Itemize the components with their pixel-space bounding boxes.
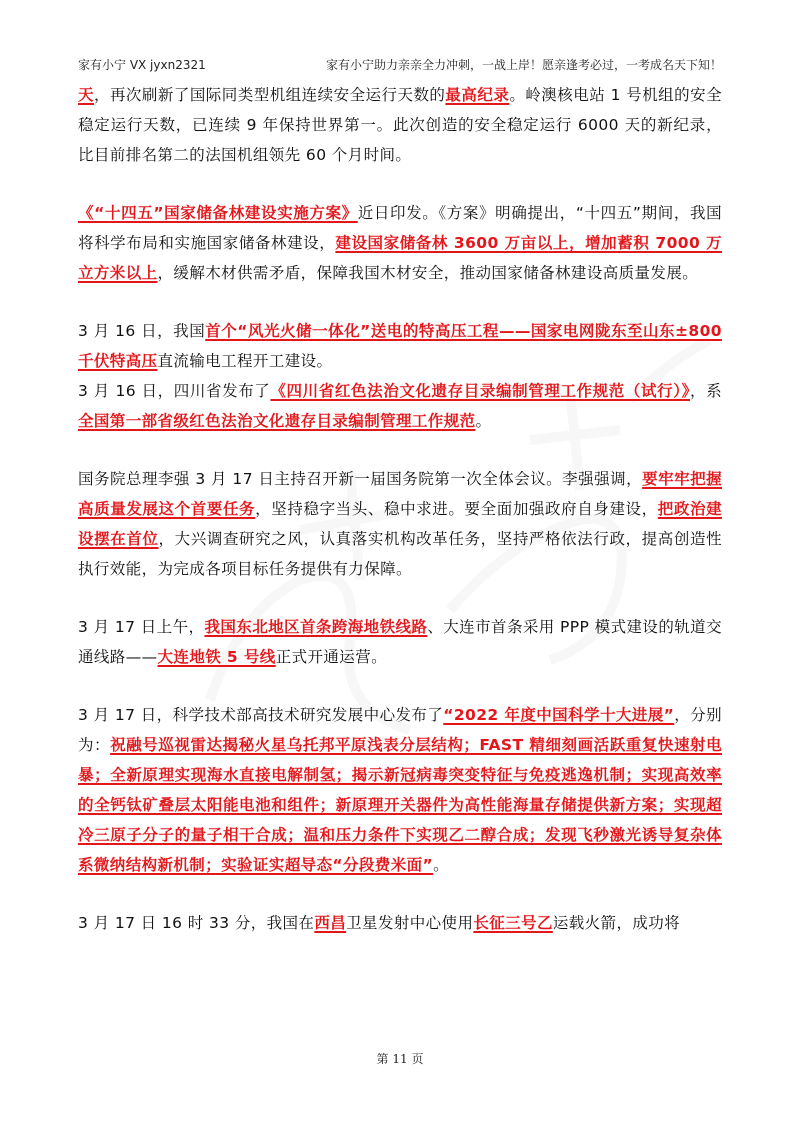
paragraph-science-progress — [78, 700, 722, 880]
highlight-text: “2022 年度中国科学十大进展” — [443, 706, 675, 724]
body-text: 国务院总理李强 3 月 17 日主持召开新一届国务院第一次全体会议。李强强调， — [78, 470, 643, 488]
highlight-text: 西昌 — [314, 914, 347, 932]
body-text: 、大连市首条采用 PPP 模式建设的轨道交通线路—— — [78, 618, 722, 666]
body-text: ，坚持稳字当头、稳中求进。要全面加强政府自身建设， — [255, 500, 658, 518]
body-text: 3 月 17 日上午， — [78, 618, 205, 636]
highlight-text: 大连地铁 5 号线 — [157, 648, 276, 666]
header-right-text: 家有小宁助力亲亲全力冲刺，一战上岸！愿亲逢考必过，一考成名天下知！ — [325, 58, 722, 72]
paragraph-reserve-forest — [78, 198, 722, 288]
paragraph-dalian-metro — [78, 612, 722, 672]
body-text: ，缓解木材供需矛盾，保障我国木材安全，推动国家储备林建设高质量发展。 — [157, 264, 699, 282]
body-text: 卫星发射中心使用 — [346, 914, 474, 932]
highlight-text: 全国第一部省级红色法治文化遗存目录编制管理工作规范 — [78, 412, 476, 430]
highlight-text: 《“十四五”国家储备林建设实施方案》 — [78, 204, 358, 222]
highlight-text: 最高纪录 — [445, 86, 510, 104]
document-body — [78, 80, 722, 938]
page-number: 第 11 页 — [376, 1052, 424, 1066]
highlight-text: 长征三号乙 — [473, 914, 553, 932]
body-text: ，再次刷新了国际同类型机组连续安全运行天数的 — [93, 86, 446, 104]
highlight-text: 首个“风光火储一体化”送电的特高压工程——国家电网陇东至山东±800 千伏特高压 — [78, 322, 722, 370]
highlight-text: 把政治建设摆在首位 — [78, 500, 722, 548]
paragraph-state-council — [78, 464, 722, 584]
page-header — [78, 56, 722, 76]
highlight-text: 要牢牢把握高质量发展这个首要任务 — [78, 470, 722, 518]
body-text: 3 月 17 日，科学技术部高技术研究发展中心发布了 — [78, 706, 444, 724]
body-text: ，分别为： — [78, 706, 722, 754]
body-text: 。岭澳核电站 1 号机组的安全稳定运行天数，已连续 9 年保持世界第一。此次创造的安全稳定运行 6000 天的新纪录，比目前排名第二的法国机组领先 60 个月时间。 — [78, 86, 723, 164]
paragraph-rocket-launch — [78, 908, 722, 938]
paragraph-daya-bay-record — [78, 80, 722, 170]
highlight-text: 《四川省红色法治文化遗存目录编制管理工作规范（试行）》 — [270, 382, 690, 400]
body-text: 正式开通运营。 — [275, 648, 388, 666]
highlight-text: 建设国家储备林 3600 万亩以上，增加蓄积 7000 万立方米以上 — [78, 234, 723, 282]
body-text: 运载火箭，成功将 — [552, 914, 681, 932]
highlight-text: 祝融号巡视雷达揭秘火星乌托邦平原浅表分层结构；FAST 精细刻画活跃重复快速射电暴；全新原理实现海水直接电解制氢；揭示新冠病毒突变特征与免疫逃逸机制；实现高效率的全钙钛矿叠层太阳能电池和组件；新原理开关器件为高性能海量存储提供新方案；实现超冷三原子分子的量子相干合成；温和压力条件下实现乙二醇合成；发现飞秒激光诱导复杂体系微纳结构新机制；实验证实超导态“分段费米面” — [78, 736, 722, 874]
body-text: 3 月 17 日 16 时 33 分，我国在 — [78, 914, 315, 932]
body-text: 。 — [475, 412, 492, 430]
paragraph-uhv-project — [78, 316, 722, 376]
body-text: 近日印发。《方案》明确提出，“十四五”期间，我国将科学布局和实施国家储备林建设， — [78, 204, 722, 252]
body-text: 3 月 16 日，四川省发布了 — [78, 382, 271, 400]
body-text: 直流输电工程开工建设。 — [157, 352, 333, 370]
paragraph-sichuan-norms — [78, 376, 722, 436]
highlight-text: 天 — [78, 86, 94, 104]
body-text: 。 — [433, 856, 449, 874]
header-left-text: 家有小宁 VX jyxn2321 — [78, 58, 206, 72]
body-text: ，大兴调查研究之风，认真落实机构改革任务，坚持严格依法行政，提高创造性执行效能，为完成各项目标任务提供有力保障。 — [78, 530, 722, 578]
body-text: ，系 — [689, 382, 722, 400]
highlight-text: 我国东北地区首条跨海地铁线路 — [204, 618, 428, 636]
body-text: 3 月 16 日，我国 — [78, 322, 206, 340]
